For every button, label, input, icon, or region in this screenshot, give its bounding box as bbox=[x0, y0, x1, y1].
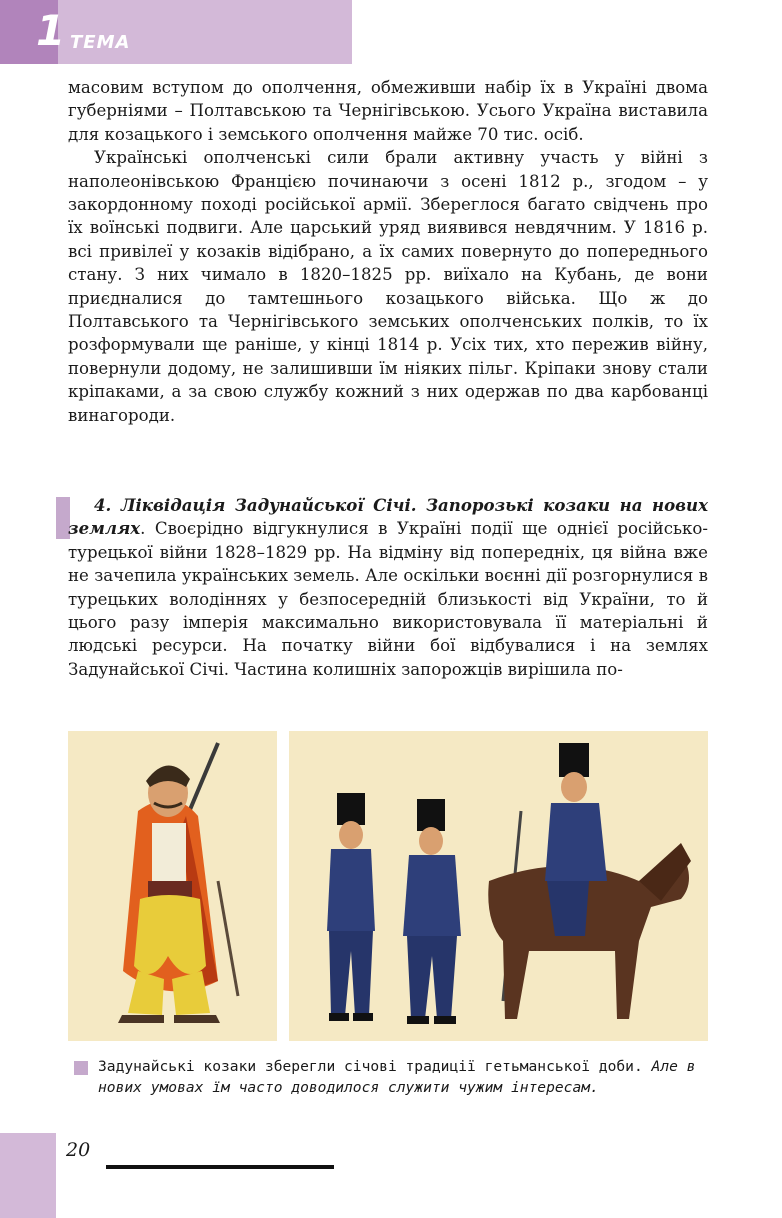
caption-italic: Але в нових умовах їм часто доводилося служити чужим інтересам. bbox=[98, 1058, 696, 1096]
cossacks-with-horse-drawing bbox=[289, 731, 708, 1041]
paragraph: масовим вступом до ополчення, обмеживши набір їх в Україні двома губерніями – Полтавською та Чернігівською. Усього Україна виставила для козацького і земського ополчення майже 70 тис. осіб. bbox=[68, 78, 708, 144]
section-body: . Своєрідно відгукнулися в Україні події ще однієї російсько-турецької війни 1828–1829 рр. На відміну від попередніх, ця війна вже не зачепила українських земель. Але оскільки воєнні дії розгорнулися в турецьких володіннях у безпосередній близькості від України, то й цього разу імперія максимально використовувала її матеріальні й людські ресурси. На початку війни бої відбувалися і на землях Задунайської Січі. Частина колишніх запорожців вирішила по- bbox=[68, 519, 708, 679]
caption-plain: Задунайські козаки зберегли січові традиції гетьманської доби. bbox=[98, 1058, 652, 1075]
figure-caption bbox=[98, 1056, 698, 1098]
main-text bbox=[68, 76, 708, 427]
cossack-drawing bbox=[68, 731, 277, 1041]
section-text bbox=[68, 494, 708, 681]
caption-marker bbox=[74, 1061, 88, 1075]
footer-rule bbox=[106, 1165, 334, 1169]
footer-tab bbox=[0, 1133, 56, 1218]
uniformed-cossacks-illustration bbox=[289, 731, 708, 1041]
page-number: 20 bbox=[66, 1139, 91, 1161]
section-title: 4. Ліквідація Задунайської Січі. Запорозькі козаки на нових землях bbox=[68, 495, 708, 539]
paragraph: Українські ополченські сили брали активну участь у війні з наполеонівською Францією починаючи з осені 1812 р., згодом – у закордонному поході російської армії. Збереглося багато свідчень про їх воїнські подвиги. Але царський уряд виявився невдячним. У 1816 р. всі привілеї у козаків відібрано, а їх самих повернуто до попереднього стану. З них чимало в 1820–1825 рр. виїхало на Кубань, де вони приєдналися до тамтешнього козацького війська. Що ж до Полтавського та Чернігівського земських ополченських полків, то їх розформували ще раніше, у кінці 1814 р. Усіх тих, хто пережив війну, повернули додому, не залишивши їм ніяких пільг. Кріпаки знову стали кріпаками, а за свою службу кожний з них одержав по два карбованці винагороди. bbox=[68, 148, 708, 425]
topic-label: ТЕМА bbox=[70, 32, 131, 53]
cossack-illustration bbox=[68, 731, 277, 1041]
topic-number: 1 bbox=[36, 6, 66, 55]
